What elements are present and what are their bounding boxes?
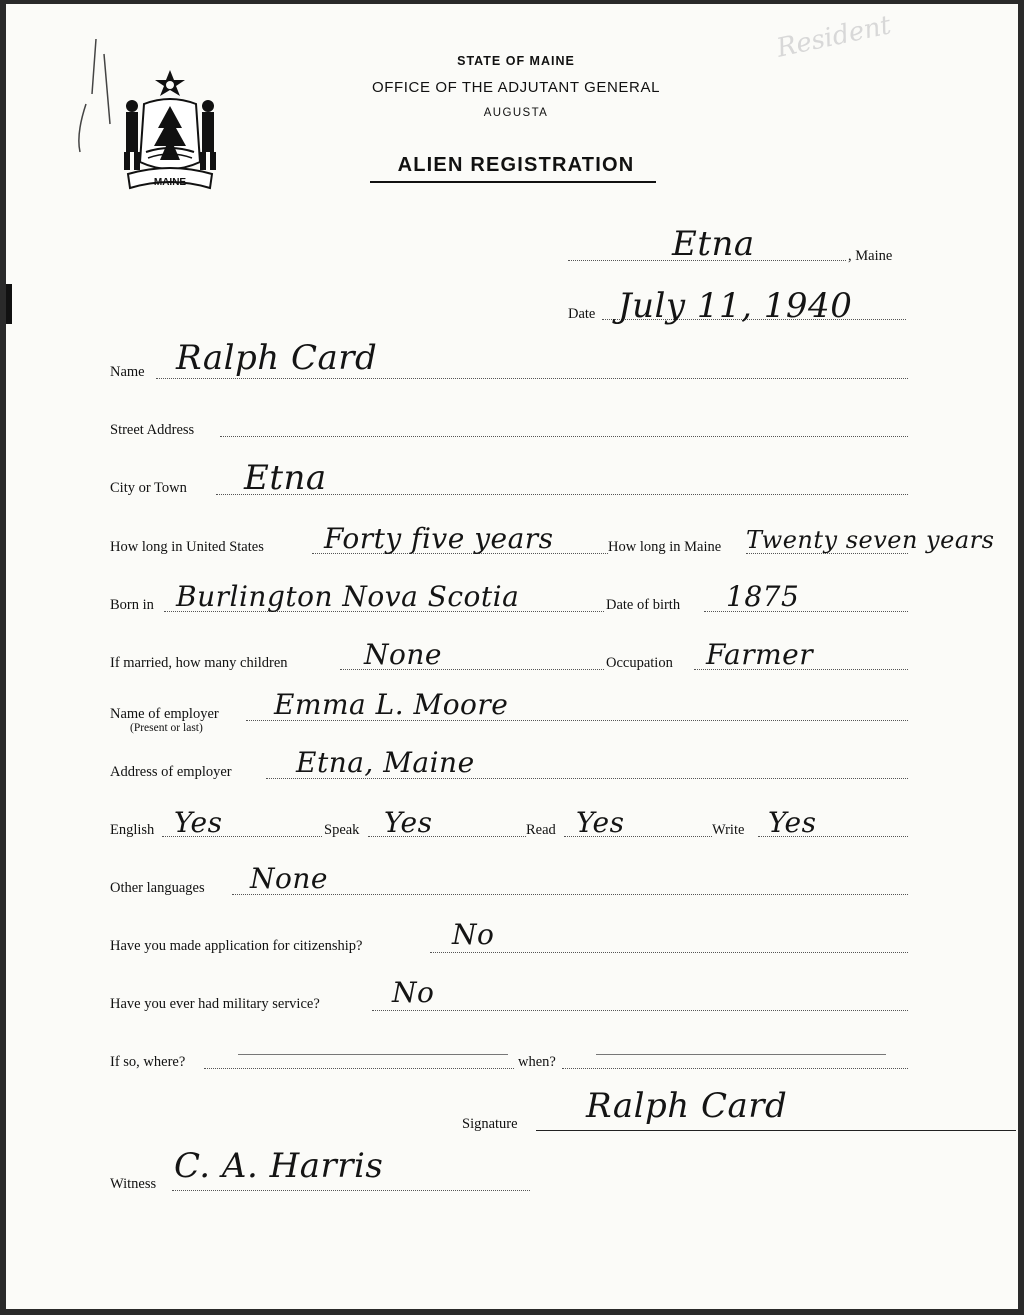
employer-address-label: Address of employer <box>110 764 232 780</box>
employer-name-label: Name of employer <box>110 706 219 722</box>
name-label: Name <box>110 364 145 380</box>
other-languages-label: Other languages <box>110 880 205 896</box>
read-value: Yes <box>576 806 625 839</box>
witness-line <box>172 1190 530 1191</box>
street-address-line <box>220 436 908 437</box>
military-value: No <box>392 976 435 1009</box>
children-value: None <box>364 638 442 671</box>
born-in-label: Born in <box>110 597 154 613</box>
where-strike <box>238 1054 508 1055</box>
citizenship-line <box>430 952 908 953</box>
city-label: City or Town <box>110 480 187 496</box>
header-city: AUGUSTA <box>483 107 549 119</box>
name-value: Ralph Card <box>176 338 378 378</box>
where-label: If so, where? <box>110 1054 186 1070</box>
witness-value: C. A. Harris <box>174 1146 384 1186</box>
scan-edge-mark <box>6 284 12 324</box>
when-strike <box>596 1054 886 1055</box>
military-label: Have you ever had military service? <box>110 996 320 1012</box>
other-languages-line <box>232 894 908 895</box>
date-label: Date <box>568 306 596 322</box>
signature-line <box>536 1130 1016 1131</box>
speak-label: Speak <box>324 822 360 838</box>
header-state: STATE OF MAINE <box>457 54 575 68</box>
occupation-label: Occupation <box>606 655 673 671</box>
when-line <box>562 1068 908 1069</box>
children-label: If married, how many children <box>110 655 288 671</box>
place-suffix: , Maine <box>848 248 893 264</box>
born-in-value: Burlington Nova Scotia <box>176 580 520 613</box>
where-line <box>204 1068 514 1069</box>
registration-form <box>6 4 1018 1309</box>
occupation-value: Farmer <box>706 638 814 671</box>
seal-banner-text: MAINE <box>153 177 187 188</box>
employer-name-sublabel: (Present or last) <box>130 722 203 734</box>
signature-label: Signature <box>462 1116 518 1132</box>
witness-label: Witness <box>110 1176 157 1192</box>
maine-state-seal <box>114 66 226 194</box>
place-value: Etna <box>672 224 755 264</box>
when-label: when? <box>518 1054 556 1070</box>
name-line <box>156 378 908 379</box>
date-value: July 11, 1940 <box>618 286 853 326</box>
form-title: ALIEN REGISTRATION <box>397 154 635 176</box>
date-of-birth-value: 1875 <box>726 580 800 613</box>
citizenship-label: Have you made application for citizenship? <box>110 938 363 954</box>
other-languages-value: None <box>250 862 328 895</box>
military-line <box>372 1010 908 1011</box>
employer-address-value: Etna, Maine <box>296 746 475 779</box>
how-long-us-label: How long in United States <box>110 539 264 555</box>
english-value: Yes <box>174 806 223 839</box>
how-long-us-value: Forty five years <box>324 522 554 555</box>
how-long-maine-label: How long in Maine <box>608 539 722 555</box>
citizenship-value: No <box>452 918 495 951</box>
speak-value: Yes <box>384 806 433 839</box>
english-label: English <box>110 822 155 838</box>
date-of-birth-label: Date of birth <box>606 597 681 613</box>
street-address-label: Street Address <box>110 422 195 438</box>
write-value: Yes <box>768 806 817 839</box>
signature-value: Ralph Card <box>586 1086 788 1126</box>
employer-name-value: Emma L. Moore <box>274 688 509 721</box>
write-label: Write <box>712 822 745 838</box>
read-label: Read <box>526 822 556 838</box>
pencil-annotation: Resident <box>774 10 894 64</box>
title-underline <box>370 181 656 183</box>
header-office: OFFICE OF THE ADJUTANT GENERAL <box>371 79 661 96</box>
city-value: Etna <box>244 458 327 498</box>
how-long-maine-value: Twenty seven years <box>746 526 995 554</box>
